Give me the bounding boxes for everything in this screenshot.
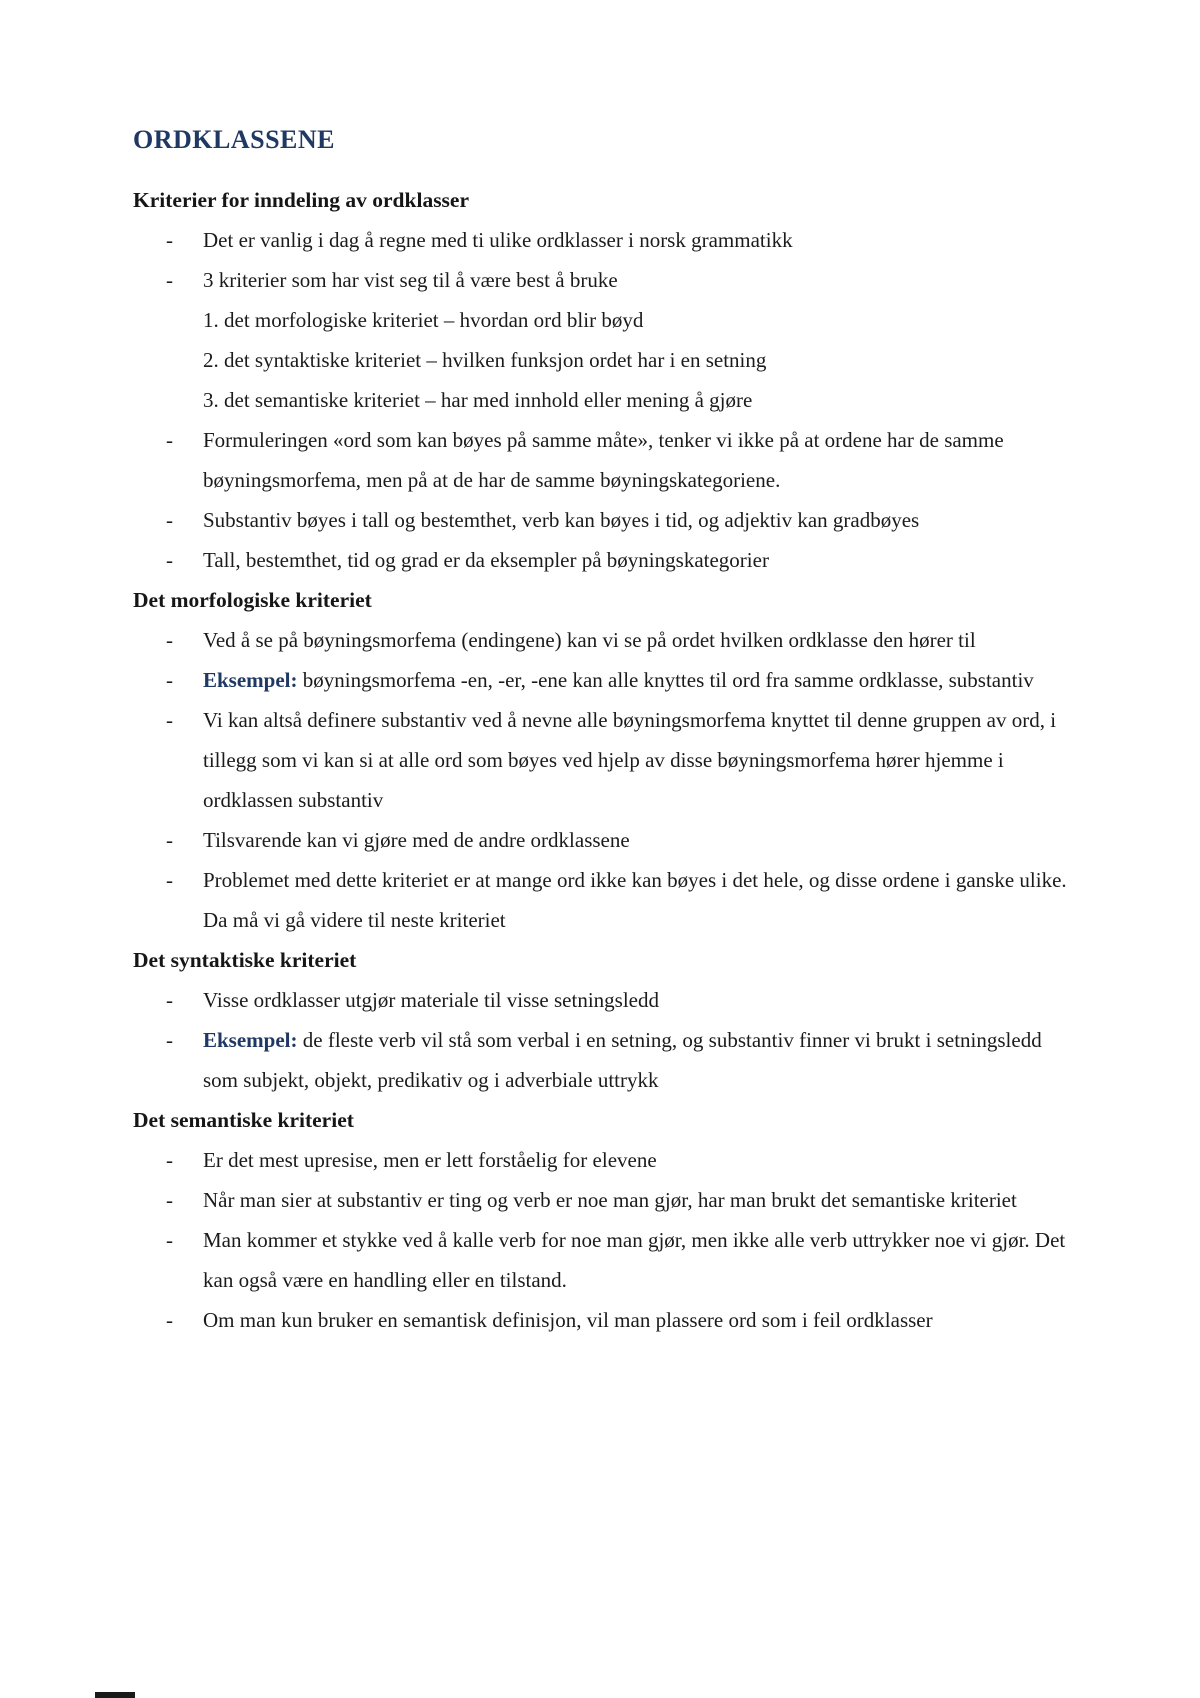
bullet-marker: - [166, 628, 173, 652]
bullet-marker: - [166, 268, 173, 292]
bullet-item [133, 1140, 1081, 1180]
bullet-item [133, 540, 1081, 580]
bullet-text: Er det mest upresise, men er lett forståelig for elevene [203, 1148, 657, 1172]
bullet-marker: - [166, 508, 173, 532]
bullet-marker: - [166, 228, 173, 252]
bullet-text: Eksempel: bøyningsmorfema -en, -er, -ene kan alle knyttes til ord fra samme ordklasse, substantiv [203, 668, 1034, 692]
bullet-item [133, 1180, 1081, 1220]
bullet-text: Man kommer et stykke ved å kalle verb for noe man gjør, men ikke alle verb uttrykker noe vi gjør. Det kan også være en handling eller en tilstand. [203, 1228, 1066, 1292]
bullet-marker: - [166, 548, 173, 572]
numbered-item [133, 300, 1081, 340]
bullet-item [133, 220, 1081, 260]
bullet-text: Formuleringen «ord som kan bøyes på samme måte», tenker vi ikke på at ordene har de samme bøyningsmorfema, men på at de har de samme bøyningskategoriene. [203, 428, 1004, 492]
section-heading: Det morfologiske kriteriet [133, 588, 372, 612]
bullet-item [133, 1020, 1081, 1100]
bullet-marker: - [166, 668, 173, 692]
bullet-item [133, 700, 1081, 820]
numbered-item [133, 340, 1081, 380]
bullet-text: Visse ordklasser utgjør materiale til visse setningsledd [203, 988, 659, 1012]
document-title: ORDKLASSENE [133, 125, 335, 154]
bullet-item [133, 500, 1081, 540]
bullet-marker: - [166, 1308, 173, 1332]
document-content [133, 124, 1081, 1340]
section-heading: Det syntaktiske kriteriet [133, 948, 357, 972]
bullet-text: Tilsvarende kan vi gjøre med de andre ordklassene [203, 828, 630, 852]
bullet-marker: - [166, 1148, 173, 1172]
bullet-text: Om man kun bruker en semantisk definisjon, vil man plassere ord som i feil ordklasser [203, 1308, 933, 1332]
bullet-marker: - [166, 1188, 173, 1212]
section-heading: Det semantiske kriteriet [133, 1108, 354, 1132]
bullet-marker: - [166, 868, 173, 892]
bullet-marker: - [166, 988, 173, 1012]
section-heading: Kriterier for inndeling av ordklasser [133, 188, 470, 212]
bullet-text: Vi kan altså definere substantiv ved å nevne alle bøyningsmorfema knyttet til denne gruppen av ord, i tillegg som vi kan si at alle ord som bøyes ved hjelp av disse bøyningsmorfema hører hjemme i ordklassen substantiv [203, 708, 1057, 812]
next-page-edge [95, 1692, 135, 1698]
numbered-item [133, 380, 1081, 420]
numbered-item-number: 1. [203, 308, 224, 332]
bullet-item [133, 1300, 1081, 1340]
bullet-lead-label: Eksempel: [203, 1028, 298, 1052]
bullet-text: Det er vanlig i dag å regne med ti ulike ordklasser i norsk grammatikk [203, 228, 793, 252]
bullet-marker: - [166, 1028, 173, 1052]
numbered-item-text: det morfologiske kriteriet – hvordan ord blir bøyd [224, 308, 644, 332]
bullet-text: Substantiv bøyes i tall og bestemthet, verb kan bøyes i tid, og adjektiv kan gradbøyes [203, 508, 920, 532]
bullet-text: Problemet med dette kriteriet er at mange ord ikke kan bøyes i det hele, og disse ordene i ganske ulike. Da må vi gå videre til neste kriteriet [203, 868, 1067, 932]
bullet-item [133, 860, 1081, 940]
bullet-lead-label: Eksempel: [203, 668, 298, 692]
bullet-marker: - [166, 1228, 173, 1252]
numbered-item-text: det syntaktiske kriteriet – hvilken funksjon ordet har i en setning [224, 348, 767, 372]
numbered-item-number: 3. [203, 388, 224, 412]
numbered-item-text: det semantiske kriteriet – har med innhold eller mening å gjøre [224, 388, 753, 412]
bullet-text: Eksempel: de fleste verb vil stå som verbal i en setning, og substantiv finner vi brukt i setningsledd som subjekt, objekt, predikativ og i adverbiale uttrykk [203, 1028, 1042, 1092]
numbered-item-number: 2. [203, 348, 224, 372]
bullet-text: 3 kriterier som har vist seg til å være best å bruke [203, 268, 618, 292]
bullet-item [133, 820, 1081, 860]
document-blocks [133, 180, 1081, 1340]
bullet-item [133, 980, 1081, 1020]
bullet-text: Ved å se på bøyningsmorfema (endingene) kan vi se på ordet hvilken ordklasse den hører til [203, 628, 976, 652]
bullet-item [133, 1220, 1081, 1300]
bullet-item [133, 260, 1081, 300]
bullet-text: Når man sier at substantiv er ting og verb er noe man gjør, har man brukt det semantiske kriteriet [203, 1188, 1017, 1212]
bullet-text: Tall, bestemthet, tid og grad er da eksempler på bøyningskategorier [203, 548, 769, 572]
bullet-item [133, 620, 1081, 660]
bullet-marker: - [166, 708, 173, 732]
bullet-marker: - [166, 828, 173, 852]
bullet-marker: - [166, 428, 173, 452]
bullet-item [133, 420, 1081, 500]
bullet-item [133, 660, 1081, 700]
